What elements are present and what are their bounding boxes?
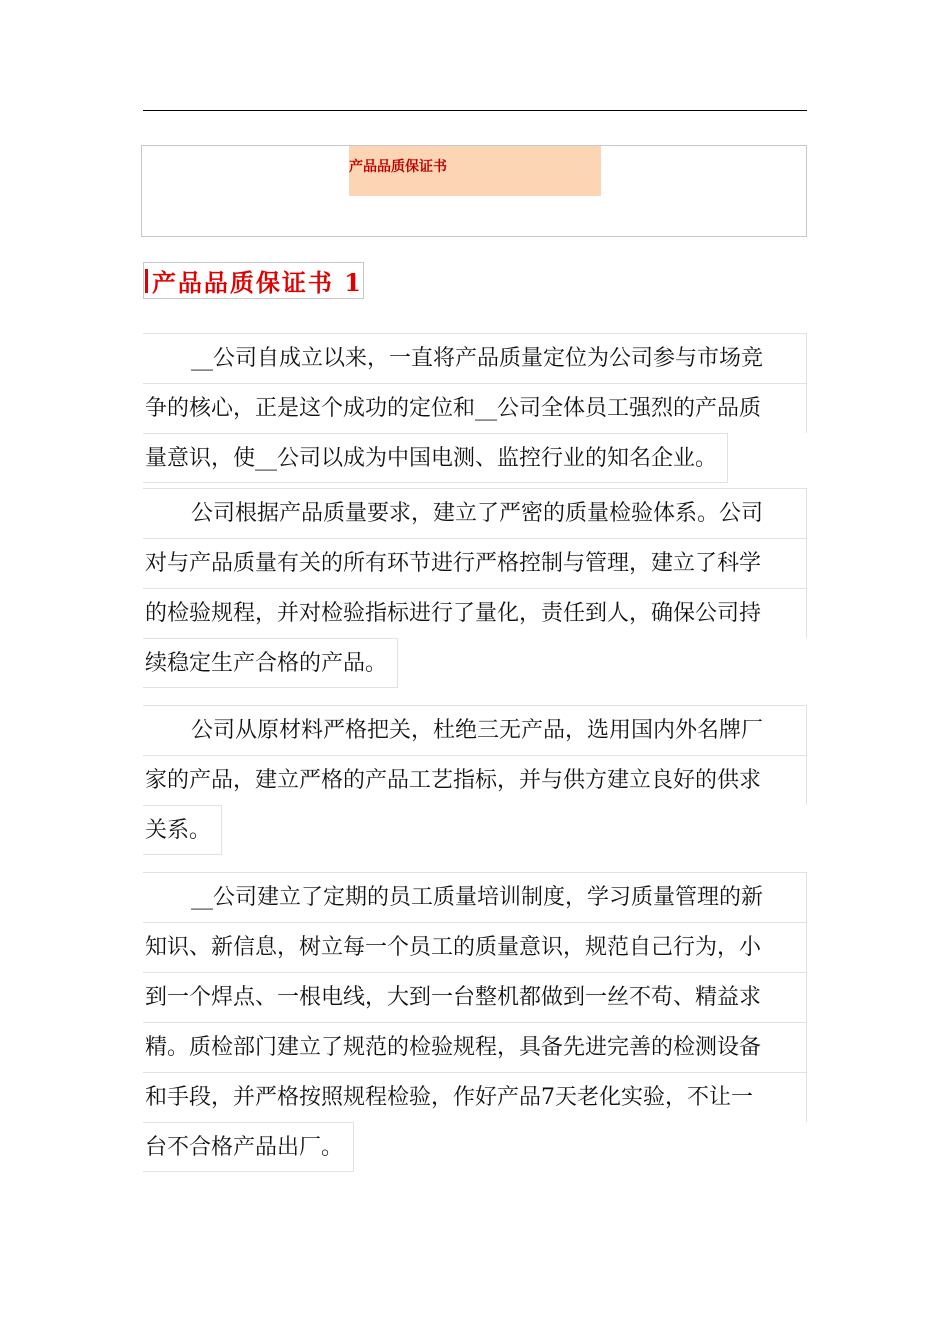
paragraph-1 — [143, 333, 815, 483]
paragraph-line: 公司从原材料严格把关，杜绝三无产品，选用国内外名牌厂 — [143, 705, 807, 755]
header-rule — [143, 110, 807, 111]
paragraph-line: 对与产品质量有关的所有环节进行严格控制与管理，建立了科学 — [143, 538, 807, 588]
paragraph-line: 和手段，并严格按照规程检验，作好产品7天老化实验，不让一 — [143, 1072, 807, 1122]
paragraph-3 — [143, 705, 815, 855]
paragraph-line: 到一个焊点、一根电线，大到一台整机都做到一丝不苟、精益求 — [143, 972, 807, 1022]
paragraph-line: 量意识，使__公司以成为中国电测、监控行业的知名企业。 — [143, 433, 728, 483]
paragraph-line: 知识、新信息，树立每一个员工的质量意识，规范自己行为，小 — [143, 922, 807, 972]
header-title: 产品品质保证书 — [349, 146, 601, 196]
paragraph-line: 公司根据产品质量要求，建立了严密的质量检验体系。公司 — [143, 488, 807, 538]
paragraph-4 — [143, 872, 815, 1172]
paragraph-2 — [143, 488, 815, 688]
header-box — [141, 145, 807, 237]
paragraph-line: 精。质检部门建立了规范的检验规程，具备先进完善的检测设备 — [143, 1022, 807, 1072]
section-heading-text: 产品品质保证书 1 — [151, 268, 363, 297]
paragraph-line: 家的产品，建立严格的产品工艺指标，并与供方建立良好的供求 — [143, 755, 807, 805]
section-heading — [143, 262, 364, 299]
paragraph-line: 的检验规程，并对检验指标进行了量化，责任到人，确保公司持 — [143, 588, 807, 638]
paragraph-line: __公司自成立以来，一直将产品质量定位为公司参与市场竞 — [143, 333, 807, 383]
paragraph-line: __公司建立了定期的员工质量培训制度，学习质量管理的新 — [143, 872, 807, 922]
paragraph-line: 争的核心，正是这个成功的定位和__公司全体员工强烈的产品质 — [143, 383, 807, 433]
paragraph-line: 关系。 — [143, 805, 222, 855]
paragraph-line: 续稳定生产合格的产品。 — [143, 638, 398, 688]
heading-marker — [145, 269, 148, 293]
paragraph-line: 台不合格产品出厂。 — [143, 1122, 354, 1172]
